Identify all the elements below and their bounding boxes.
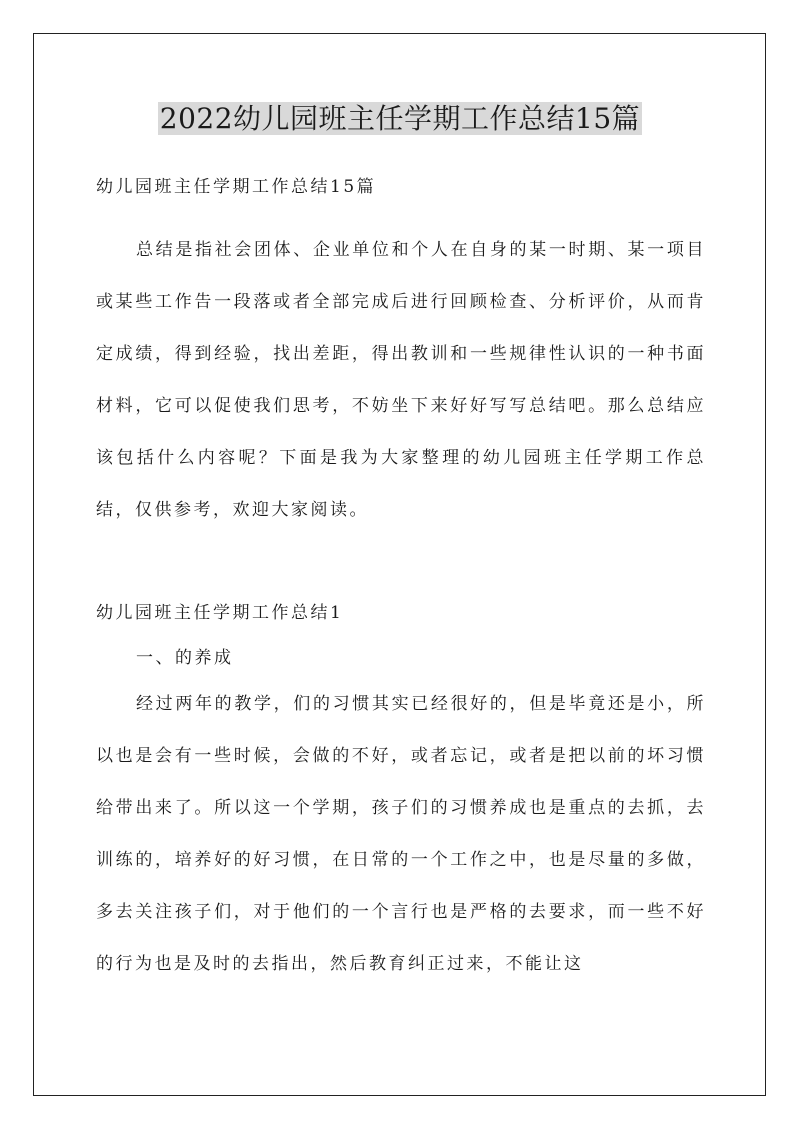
section-subheading: 一、的养成 <box>136 648 234 668</box>
document-title <box>0 96 800 142</box>
document-title-text: 2022幼儿园班主任学期工作总结15篇 <box>159 102 641 135</box>
document-body <box>96 170 706 990</box>
document-subtitle: 幼儿园班主任学期工作总结15篇 <box>96 177 377 197</box>
intro-paragraph: 总结是指社会团体、企业单位和个人在自身的某一时期、某一项目或某些工作告一段落或者全部完成后进行回顾检查、分析评价，从而肯定成绩，得到经验，找出差距，得出教训和一些规律性认识的一种书面材料，它可以促使我们思考，不妨坐下来好好写写总结吧。那么总结应该包括什么内容呢？下面是我为大家整理的幼儿园班主任学期工作总结，仅供参考，欢迎大家阅读。 <box>96 240 706 520</box>
section-paragraph: 经过两年的教学，们的习惯其实已经很好的，但是毕竟还是小，所以也是会有一些时候，会做的不好，或者忘记，或者是把以前的坏习惯给带出来了。所以这一个学期，孩子们的习惯养成也是重点的去抓，去训练的，培养好的好习惯，在日常的一个工作之中，也是尽量的多做，多去关注孩子们，对于他们的一个言行也是严格的去要求，而一些不好的行为也是及时的去指出，然后教育纠正过来，不能让这 <box>96 694 706 974</box>
section-heading: 幼儿园班主任学期工作总结1 <box>96 603 344 623</box>
